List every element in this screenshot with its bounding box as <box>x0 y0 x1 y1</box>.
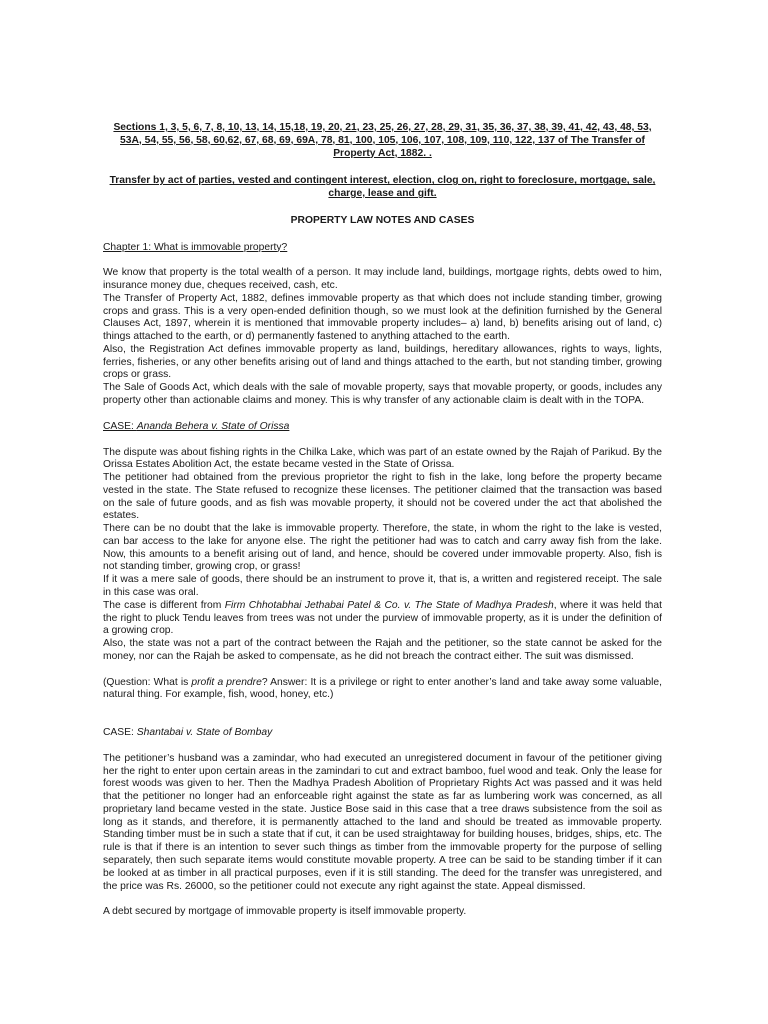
intro-paragraph: Also, the Registration Act defines immovable property as land, buildings, hereditary allowances, rights to ways, lights, ferries, fisheries, or any other benefits arising out of land and things attached to the earth, but not standing timber, growing crops or grass. <box>103 343 662 381</box>
intro-paragraph: The Transfer of Property Act, 1882, defines immovable property as that which does not include standing timber, growing crops and grass. This is a very open-ended definition though, so we must look at the definition furnished by the General Clauses Act, 1897, wherein it is mentioned that immovable property includes– a) land, b) benefits arising out of land, c) things attached to the earth, or d) permanently fastened to anything attached to the earth. <box>103 292 662 343</box>
intro-paragraph: We know that property is the total wealth of a person. It may include land, buildings, mortgage rights, debts owed to him, insurance money due, cheques received, cash, etc. <box>103 267 662 292</box>
case-paragraph: The petitioner’s husband was a zamindar, who had executed an unregistered document in favour of the petitioner giving her the right to enter upon certain areas in the zamindari to cut and extract bamboo, fuel wood and teak. Only the lease for forest woods was given to her. Then the Madhya Pradesh Abolition of Proprietary Rights Act was passed and it was held that the petitioner no longer had an enforceable right against the state as far as lumbering work was concerned, as all proprietary land became vested in the state. Justice Bose said in this case that a tree draws subsistence from the soil as long as it stands, and therefore, it is permanently attached to the land and should be treated as immovable property. Standing timber must be in such a state that if cut, it can be used straightaway for building houses, bridges, ships, etc. The rule is that if there is an intention to sever such things as timber from the immovable property for the purpose of selling separately, then such separate items would constitute movable property. A tree can be said to be standing timber if it can be looked at as timber in all practical purposes, even if it is still standing. The deed for the transfer was unregistered, and the price was Rs. 26000, so the petitioner could not execute any right against the state. Appeal dismissed. <box>103 752 662 892</box>
intro-paragraph: The Sale of Goods Act, which deals with the sale of movable property, says that movable property, or goods, includes any property other than actionable claims and money. This is why transfer of any actionable claim is dealt with in the TOPA. <box>103 382 662 407</box>
sections-heading: Sections 1, 3, 5, 6, 7, 8, 10, 13, 14, 15,18, 19, 20, 21, 23, 25, 26, 27, 28, 29, 31, 35, 36, 37, 38, 39, 41, 42, 43, 48, 53, 53A, 54, 55, 56, 58, 60,62, 67, 68, 69, 69A, 78, 81, 100, 105, 106, 107, 108, 109, 110, 122, 137 of The Transfer of Property Act, 1882. . <box>113 122 652 159</box>
case-heading <box>103 727 662 740</box>
subtitle-heading: Transfer by act of parties, vested and contingent interest, election, clog on, right to foreclosure, mortgage, sale, charge, lease and gift. <box>109 175 656 200</box>
case-paragraph: The dispute was about fishing rights in the Chilka Lake, which was part of an estate owned by the Rajah of Parikud. By the Orissa Estates Abolition Act, the estate became vested in the State of Orissa. <box>103 446 662 471</box>
case-paragraph <box>103 600 662 638</box>
case-prefix: CASE: <box>103 727 137 739</box>
case-name: Shantabai v. State of Bombay <box>136 727 273 739</box>
case-paragraph: There can be no doubt that the lake is immovable property. Therefore, the state, in whom the right to the lake is vested, can bar access to the lake for anyone else. The right the petitioner had was to catch and carry away fish from the lake. Now, this amounts to a benefit arising out of land, and hence, should be covered under immovable property. Also, fish is not standing timber, growing crop, or grass! <box>103 523 662 573</box>
case-prefix: CASE: <box>103 420 137 432</box>
page-title: PROPERTY LAW NOTES AND CASES <box>290 214 475 226</box>
final-note: A debt secured by mortgage of immovable property is itself immovable property. <box>103 906 467 918</box>
case-paragraph: Also, the state was not a part of the contract between the Rajah and the petitioner, so the state cannot be asked for the money, nor can the Rajah be asked to compensate, as he did not breach the contract either. The suit was dismissed. <box>103 638 662 662</box>
text-run: , where it was held that the right to pluck Tendu leaves from trees was not under the purview of immovable property, as it is under the definition of a growing crop. <box>103 599 662 637</box>
case-name: Ananda Behera v. State of Orissa <box>136 420 290 432</box>
case-heading <box>103 421 662 434</box>
case-paragraph: If it was a mere sale of goods, there should be an instrument to prove it, that is, a written and registered receipt. The sale in this case was oral. <box>103 574 662 598</box>
text-run: The case is different from <box>103 599 225 611</box>
term: profit a prendre <box>191 676 262 688</box>
text-run: (Question: What is <box>103 676 192 688</box>
text-run: ? Answer: It is a privilege or right to enter another’s land and take away some valuable, natural thing. For example, fish, wood, honey, etc.) <box>103 676 663 701</box>
question-paragraph <box>103 677 662 703</box>
chapter-heading: Chapter 1: What is immovable property? <box>103 241 288 253</box>
case-paragraph: The petitioner had obtained from the previous proprietor the right to fish in the lake, long before the property became vested in the state. The State refused to recognize these licenses. The petitioner claimed that the transaction was based on the sale of future goods, and as fish was movable property, it should not be covered under the act that abolished the estates. <box>103 472 662 522</box>
cited-case: Firm Chhotabhai Jethabai Patel & Co. v. The State of Madhya Pradesh <box>224 599 554 611</box>
